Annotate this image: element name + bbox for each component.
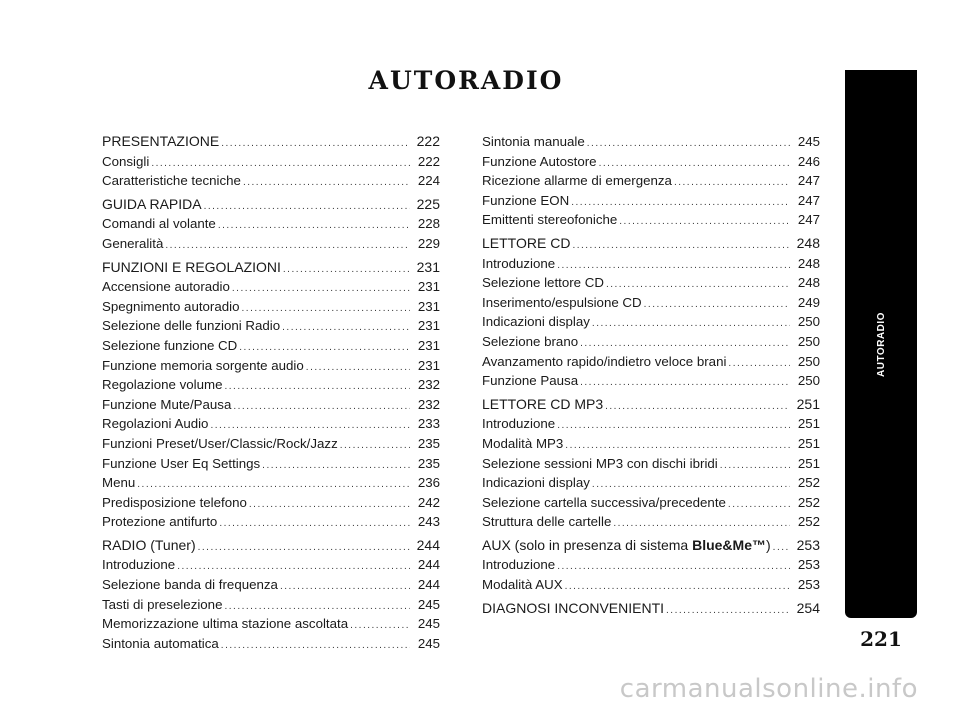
toc-entry-label: Introduzione [482,255,556,271]
toc-entry-page: 253 [797,557,820,573]
toc-entry[interactable] [482,414,820,434]
dot-leader [221,134,410,154]
toc-entry-label: Emittenti stereofoniche [482,212,618,228]
toc-entry-label: Selezione cartella successiva/precedente [482,494,726,510]
dot-leader [283,260,410,280]
toc-entry[interactable] [482,234,820,254]
toc-entry-page: 232 [417,377,440,393]
toc-entry-page: 251 [797,435,820,451]
toc-entry-label: LETTORE CD [482,234,571,251]
dot-leader [674,173,790,193]
toc-entry-label: Spegnimento autoradio [102,298,240,314]
toc-entry-page: 222 [416,133,440,149]
toc-entry[interactable] [102,258,440,278]
toc-entry[interactable] [482,352,820,372]
toc-entry-label: Predisposizione telefono [102,494,247,510]
dot-leader [282,318,410,338]
toc-entry-page: 235 [417,435,440,451]
dot-leader [605,397,790,417]
toc-entry-page: 252 [797,514,820,530]
toc-entry[interactable] [102,195,440,215]
toc-entry-page: 242 [417,494,440,510]
toc-entry-label: Accensione autoradio [102,279,230,295]
toc-entry[interactable] [482,575,820,595]
toc-entry[interactable] [102,297,440,317]
toc-entry[interactable] [102,493,440,513]
dot-leader [644,295,790,315]
toc-entry-page: 253 [796,536,820,553]
toc-entry-page: 228 [417,216,440,232]
toc-entry-label: Funzioni Preset/User/Classic/Rock/Jazz [102,435,338,451]
toc-entry-label: Protezione antifurto [102,514,218,530]
toc-entry-page: 231 [416,258,440,275]
toc-entry[interactable] [482,210,820,230]
dot-leader [580,373,790,393]
toc-entry-page: 250 [797,333,820,349]
toc-entry-label: Comandi al volante [102,216,216,232]
toc-entry[interactable] [102,414,440,434]
toc-entry-label: LETTORE CD MP3 [482,395,604,412]
toc-entry-page: 248 [796,234,820,251]
toc-entry[interactable] [102,575,440,595]
dot-leader [720,456,790,476]
toc-entry-page: 253 [797,577,820,593]
toc-entry[interactable] [482,555,820,575]
toc-entry[interactable] [102,171,440,191]
toc-entry[interactable] [482,599,820,619]
toc-entry-page: 235 [417,455,440,471]
toc-entry-label: Introduzione [482,416,556,432]
toc-entry-label: Inserimento/espulsione CD [482,294,642,310]
dot-leader [587,134,790,154]
dot-leader [224,377,410,397]
toc-entry-label: Modalità AUX [482,577,563,593]
toc-entry-label: Indicazioni display [482,475,590,491]
toc-entry-page: 250 [797,373,820,389]
toc-entry-label: Funzione Autostore [482,153,597,169]
toc-entry[interactable] [482,434,820,454]
toc-entry-page: 251 [797,416,820,432]
toc-entry-page: 224 [417,173,440,189]
dot-leader [350,616,410,636]
toc-entry-page: 231 [417,337,440,353]
dot-leader [262,456,410,476]
dot-leader [565,577,790,597]
dot-leader [572,236,790,256]
side-tab-label: AUTORADIO [875,311,887,377]
toc-entry[interactable] [102,434,440,454]
toc-entry-page: 231 [417,279,440,295]
toc-entry-page: 252 [797,494,820,510]
dot-leader [280,577,410,597]
toc-entry-label: Selezione delle funzioni Radio [102,318,281,334]
toc-entry-page: 245 [417,616,440,632]
dot-leader [204,197,410,217]
toc-entry-label: Funzione memoria sorgente audio [102,357,304,373]
toc-entry[interactable] [102,634,440,654]
toc-entry-label: Sintonia automatica [102,635,219,651]
toc-entry-label: Selezione lettore CD [482,275,604,291]
toc-entry[interactable] [482,152,820,172]
dot-leader [613,514,790,534]
toc-entry[interactable] [102,152,440,172]
dot-leader [728,354,790,374]
dot-leader [232,279,410,299]
toc-entry[interactable] [102,473,440,493]
toc-entry[interactable] [102,595,440,615]
toc-entry-page: 232 [417,396,440,412]
toc-entry-page: 251 [796,395,820,412]
toc-entry[interactable] [482,171,820,191]
toc-entry[interactable] [102,356,440,376]
toc-entry[interactable] [482,132,820,152]
toc-entry-label: Introduzione [482,557,556,573]
dot-leader [306,358,410,378]
toc-left-column [102,132,440,653]
toc-entry-page: 245 [417,635,440,651]
toc-entry[interactable] [482,254,820,274]
toc-entry[interactable] [482,454,820,474]
dot-leader [233,397,410,417]
toc-entry-label: Avanzamento rapido/indietro veloce brani [482,353,727,369]
toc-entry-label: Selezione sessioni MP3 con dischi ibridi [482,455,718,471]
toc-entry[interactable] [102,234,440,254]
toc-entry[interactable] [482,312,820,332]
toc-entry-page: 247 [797,192,820,208]
toc-entry-label: GUIDA RAPIDA [102,195,202,212]
toc-entry[interactable] [482,293,820,313]
dot-leader [728,495,790,515]
toc-entry-page: 244 [417,577,440,593]
toc-entry-label: Memorizzazione ultima stazione ascoltata [102,616,349,632]
toc-entry-label: Menu [102,475,136,491]
dot-leader [218,216,410,236]
toc-entry-page: 225 [416,195,440,212]
toc-entry-page: 245 [797,134,820,149]
toc-entry-label: RADIO (Tuner) [102,536,196,553]
toc-entry[interactable] [102,536,440,556]
toc-entry-page: 250 [797,353,820,369]
toc-entry-page: 243 [417,514,440,530]
chapter-side-tab[interactable] [845,70,917,618]
toc-entry-label: Caratteristiche tecniche [102,173,241,189]
toc-entry[interactable] [102,614,440,634]
toc-right-column [482,132,820,618]
toc-entry[interactable] [482,191,820,211]
toc-entry-label: Funzione User Eq Settings [102,455,261,471]
toc-entry-page: 231 [417,318,440,334]
toc-entry[interactable] [482,493,820,513]
toc-entry-label: FUNZIONI E REGOLAZIONI [102,258,281,275]
toc-entry-label: Selezione funzione CD [102,337,238,353]
toc-entry[interactable] [482,473,820,493]
toc-entry-page: 233 [417,416,440,432]
toc-entry-label: Ricezione allarme di emergenza [482,173,672,189]
dot-leader [557,557,790,577]
dot-leader [557,416,790,436]
toc-entry-label: Funzione Pausa [482,373,579,389]
toc-entry[interactable] [482,273,820,293]
toc-entry-page: 246 [797,153,820,169]
toc-entry-label: Consigli [102,153,150,169]
dot-leader [619,212,790,232]
toc-entry-page: 252 [797,475,820,491]
toc-entry-page: 248 [797,255,820,271]
toc-entry-page: 244 [417,557,440,573]
toc-entry-label-suffix: ) [766,536,771,553]
dot-leader [773,538,790,558]
dot-leader [165,236,410,256]
toc-entry-label: Regolazione volume [102,377,223,393]
toc-entry-label: Indicazioni display [482,314,590,330]
toc-entry-page: 245 [417,596,440,612]
toc-entry[interactable] [482,536,820,556]
dot-leader [340,436,410,456]
toc-entry-label: Selezione banda di frequenza [102,577,278,593]
toc-entry[interactable] [102,512,440,532]
toc-entry[interactable] [482,332,820,352]
toc-entry-label: PRESENTAZIONE [102,133,220,149]
toc-entry-label: Regolazioni Audio [102,416,209,432]
toc-entry[interactable] [102,555,440,575]
toc-entry-label: Generalità [102,235,164,251]
toc-entry[interactable] [102,454,440,474]
toc-entry-label: Modalità MP3 [482,435,564,451]
toc-entry-page: 251 [797,455,820,471]
toc-entry[interactable] [102,395,440,415]
toc-entry-page: 250 [797,314,820,330]
toc-entry-label: Funzione Mute/Pausa [102,396,232,412]
toc-entry[interactable] [102,132,440,152]
dot-leader [243,173,410,193]
page-number: 221 [860,627,902,651]
toc-entry-label-text: AUX (solo in presenza di sistema [482,536,693,553]
toc-entry[interactable] [482,371,820,391]
toc-entry-page: 249 [797,294,820,310]
toc-entry-page: 222 [417,153,440,169]
toc-entry[interactable] [482,395,820,415]
dot-leader [249,495,410,515]
toc-entry[interactable] [102,214,440,234]
toc-entry[interactable] [102,336,440,356]
toc-entry[interactable] [102,316,440,336]
dot-leader [198,538,410,558]
toc-entry-label: Selezione brano [482,333,579,349]
toc-entry-page: 229 [417,235,440,251]
dot-leader [592,314,790,334]
toc-entry-label-bold: Blue&Me™ [692,536,766,553]
dot-leader [221,636,410,656]
toc-entry-page: 231 [417,357,440,373]
toc-entry[interactable] [482,512,820,532]
toc-entry-page: 247 [797,212,820,228]
watermark: carmanualsonline.info [619,674,918,704]
toc-entry-page: 247 [797,173,820,189]
toc-entry-label [482,536,771,556]
toc-entry-label: Funzione EON [482,192,570,208]
toc-entry-label: Tasti di preselezione [102,596,223,612]
toc-entry[interactable] [102,375,440,395]
toc-entry-page: 231 [417,298,440,314]
toc-entry-page: 254 [796,599,820,616]
toc-entry-label: Introduzione [102,557,176,573]
toc-entry-page: 248 [797,275,820,291]
page-title: AUTORADIO [368,66,564,95]
toc-entry-label: DIAGNOSI INCONVENIENTI [482,599,665,616]
dot-leader [666,601,790,621]
toc-entry-page: 236 [417,475,440,491]
toc-entry-page: 244 [416,536,440,553]
toc-entry[interactable] [102,277,440,297]
toc-entry-label: Sintonia manuale [482,134,585,149]
dot-leader [219,514,410,534]
toc-entry-label: Struttura delle cartelle [482,514,612,530]
